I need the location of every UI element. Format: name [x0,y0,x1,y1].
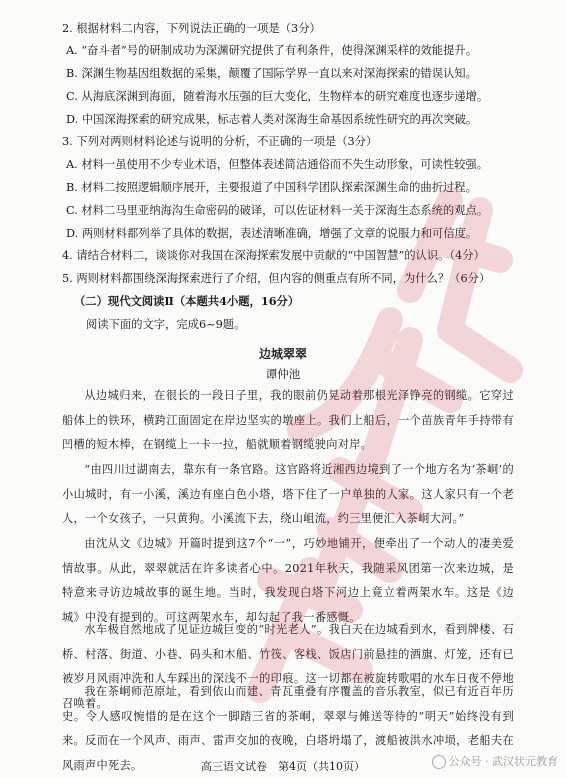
question-5: 5. 两则材料都围绕深海探索进行了介绍，但内容的侧重点有所不同，为什么？（6分） [62,272,491,285]
section-heading: （二）现代文阅读Ⅱ（本题共4小题，16分） [74,294,300,308]
reading-instruction: 阅读下面的文字，完成6~9题。 [86,318,246,331]
page-footer: 高三语文试卷 第4页（共10页） [201,760,365,773]
question-4: 4. 请结合材料二，谈谈你对我国在深海探索发展中贡献的“中国智慧”的认识。（4分） [62,249,485,262]
article-title: 边城翠翠 [258,347,307,361]
question-3-option-b: B. 材料二按照逻辑顺序展开，主要报道了中国科学团队探索深渊生命的曲折过程。 [66,181,477,194]
question-2-option-d: D. 中国深海探索的研究成果，标志着人类对深海生命基因系统性研究的再次突破。 [66,113,478,126]
article-author: 谭仲池 [265,367,301,381]
question-2-stem: 2. 根据材料二内容，下列说法正确的一项是（3分） [62,22,321,35]
question-2-option-c: C. 从海底深渊到海面，随着海水压强的巨大变化，生物样本的研究难度也逐步递增。 [66,90,489,103]
question-2-option-a: A. “奋斗者”号的研制成功为深渊研究提供了有利条件，使得深渊采样的效能提升。 [66,44,477,57]
question-3-option-a: A. 材料一虽使用不少专业术语，但整体表述简洁通俗而不失生动形象，可读性较强。 [66,158,489,171]
watermark-brand [432,753,559,769]
article-paragraph-4: 水车极自然地成了见证边城巨变的“时光老人”。我白天在边城看到水，看到牌楼、石桥、村落、街道、小巷、码头和木船、竹筏、客栈、饭店门前悬挂的酒旗、灯笼，还有已被岁月风雨冲洗和人车踩出的深浅不一的印痕。这一切都在被旋转歌唱的水车日夜不停地召唤着。 [62,623,514,710]
question-2-option-b: B. 深渊生物基因组数据的采集，颠覆了国际学界一直以来对深海探索的错误认知。 [66,67,477,80]
article-paragraph-5: 我在茶峒师范原址，看到依山而建、青瓦重叠有序覆盖的音乐教室，似已有近百年历史。令人感叹惋惜的是在这个一脚踏三省的茶峒，翠翠与傩送等待的“明天”始终没有到来。反而在一个风声、雨声、雷声交加的夜晚，白塔坍塌了，渡船被洪水冲埙，老船夫在风雨声中死去。 [62,685,514,772]
watermark-brand-text: 公众号 · 武汉状元教育 [448,755,558,768]
question-3-stem: 3. 下列对两则材料论述与说明的分析，不正确的一项是（3分） [62,135,378,148]
article-paragraph-1: 从边城归来，在很长的一段日子里，我的眼前仍晃动着那根光泽铮亮的钢缆。它穿过船体上的铁环，横跨江面固定在岸边坚实的墩座上。我们上船后，一个苗族青年手持带有凹槽的短木棒，在钢缆上一卡一拉，船就顺着钢缆驶向对岸。 [62,389,514,451]
wechat-logo-icon [432,755,446,769]
article-paragraph-2: “由四川过湖南去，靠东有一条官路。这官路将近湘西边境到了一个地方名为‘茶峒’的小山城时，有一小溪，溪边有座白色小塔，塔下住了一户单独的人家。这人家只有一个老人，一个女孩子，一只黄狗。小溪流下去，绕山岨流，约三里便汇入茶峒大河。” [62,463,514,525]
question-3-option-c: C. 材料二马里亚纳海沟生命密码的破译，可以佐证材料一关于深海生态系统的观点。 [66,204,489,217]
article-paragraph-3: 由沈从文《边城》开篇时提到这7个“一”，巧妙地铺开，便牵出了一个动人的凄美爱情故事。从此，翠翠就活在许多读者心中。2021年秋天，我随采风团第一次来边城，是特意来寻访边城故事的诞生地。当时，我发现白塔下河边上竟立着两架水车。这是《边城》中没有提到的。可这两架水车，却勾起了我一番感慨。 [62,537,514,624]
question-3-option-d: D. 两则材料都列举了具体的数据，表述清晰准确，增强了文章的说服力和可信度。 [66,227,478,240]
